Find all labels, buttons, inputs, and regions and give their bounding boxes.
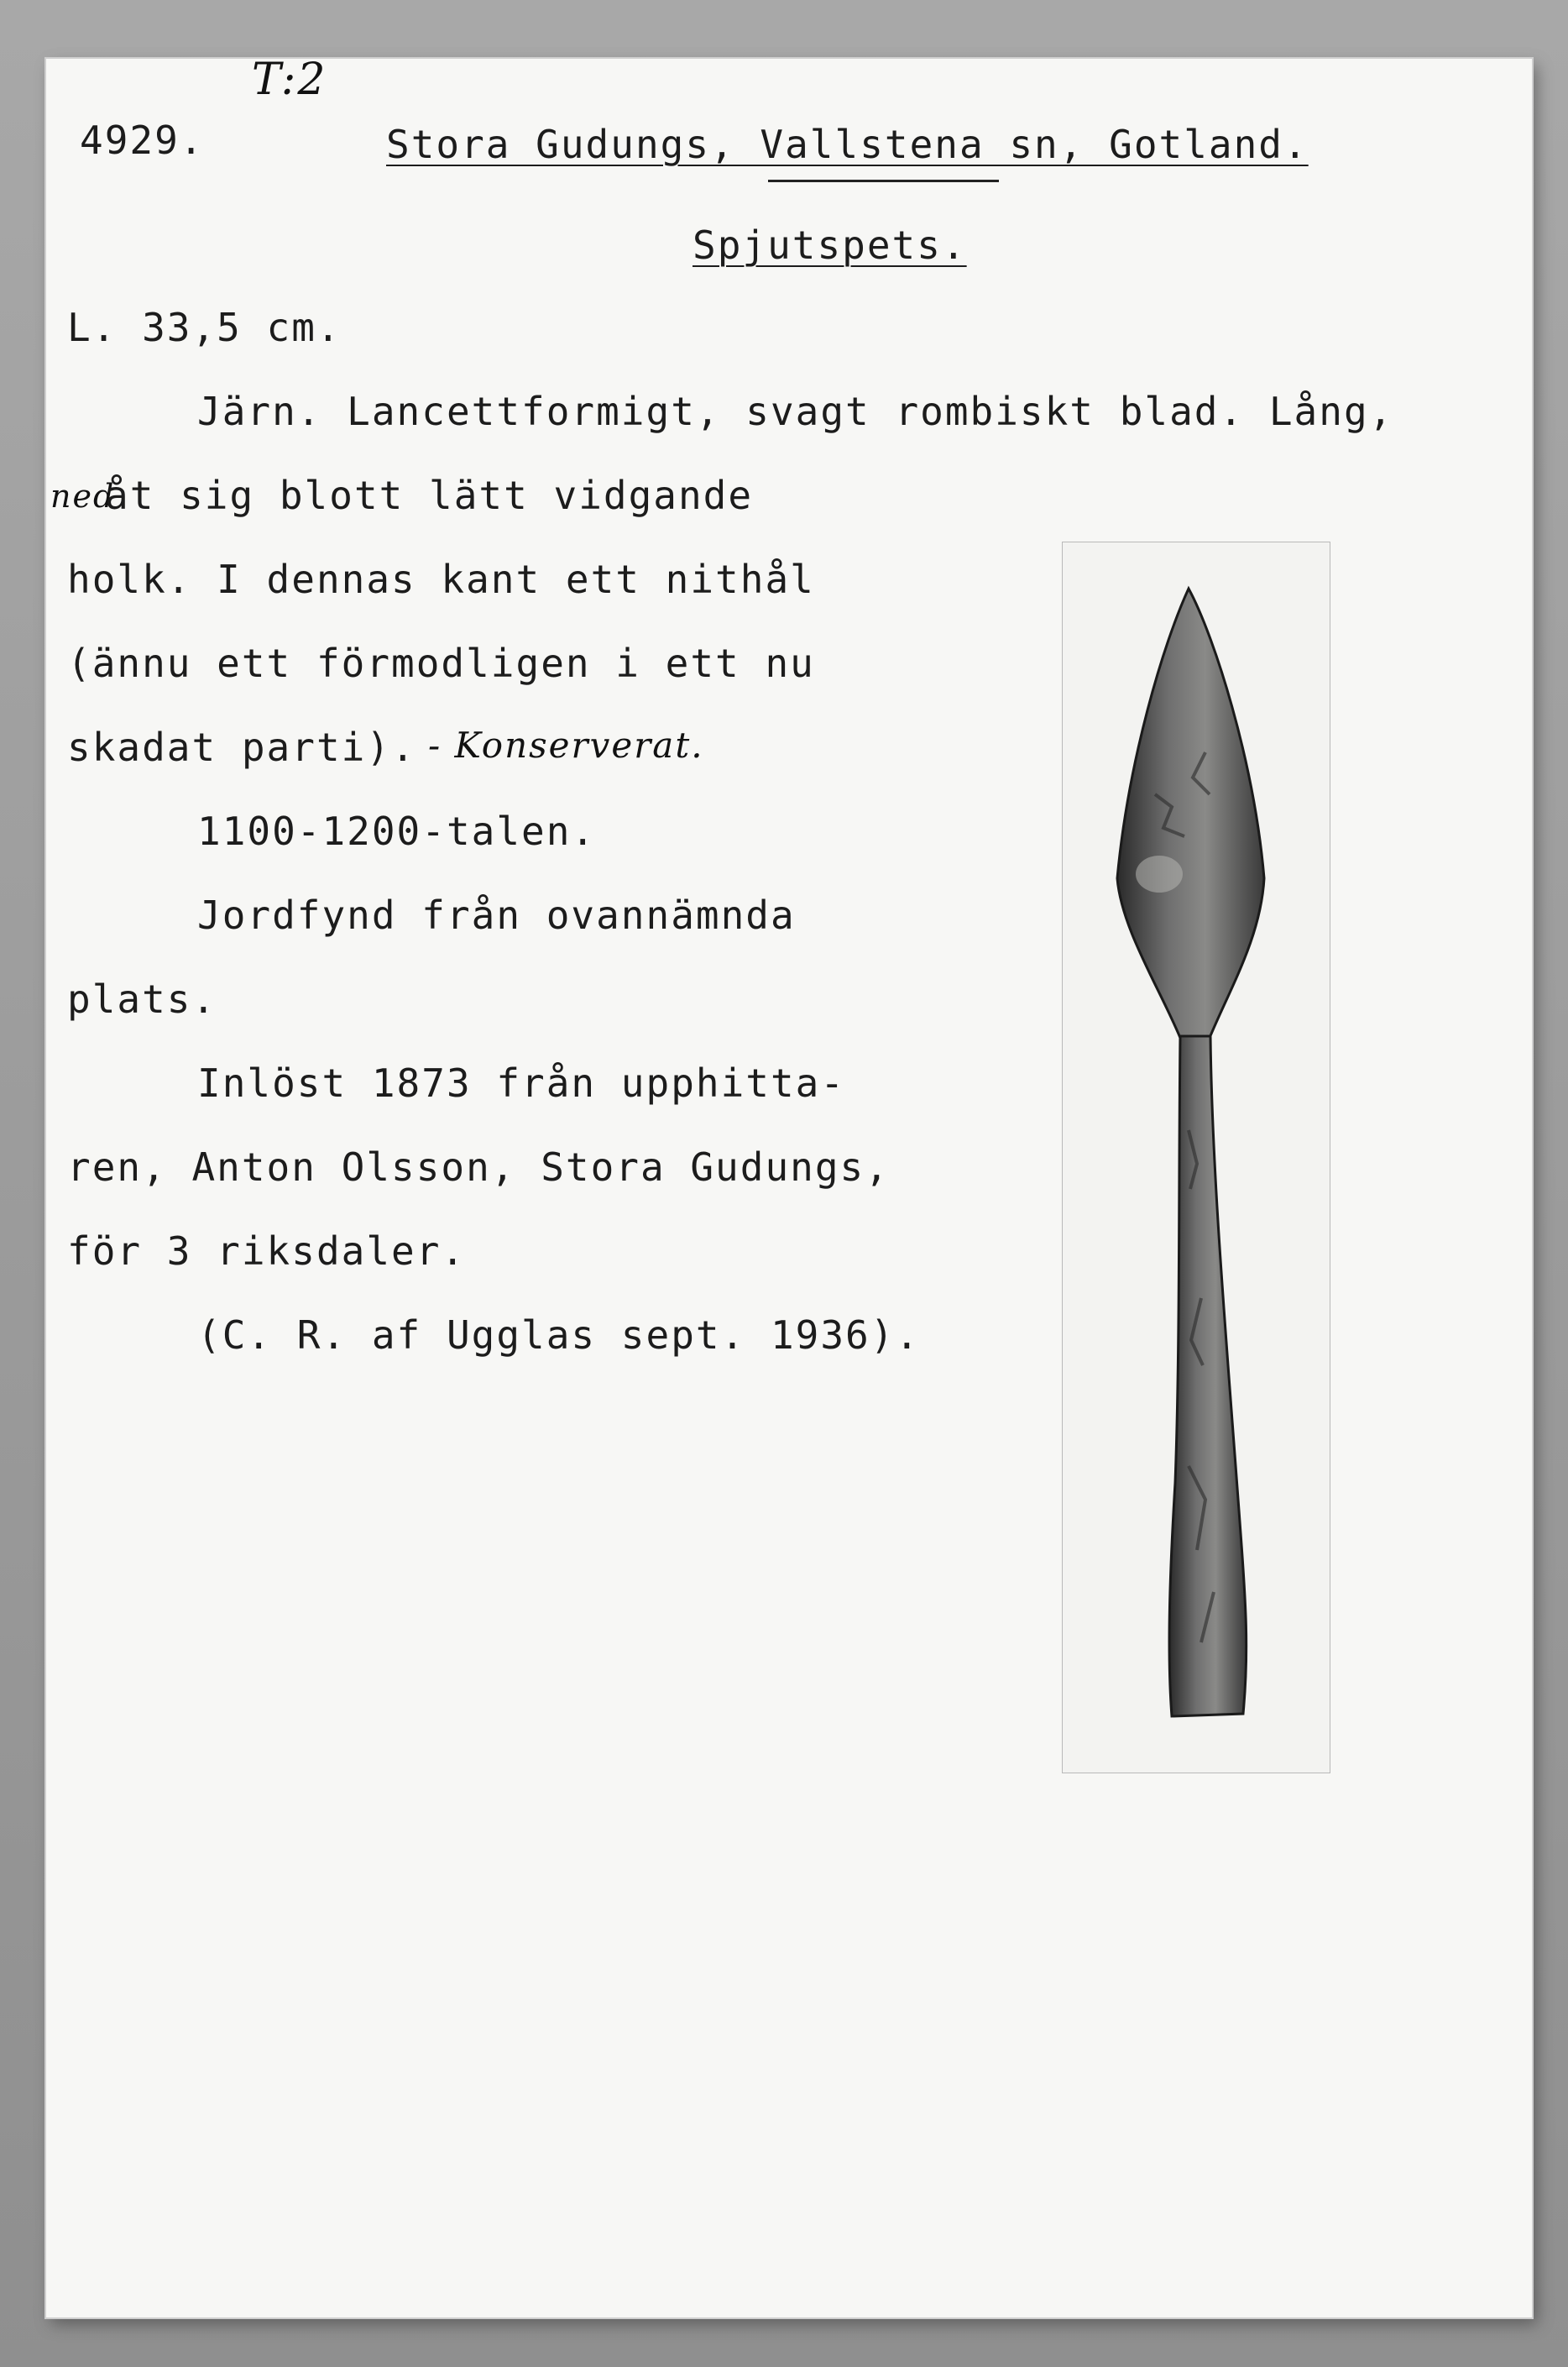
object-length: L. 33,5 cm.: [67, 305, 342, 350]
description-line-1: Järn. Lancettformigt, svagt rombiskt blad. Lång,: [197, 389, 1394, 434]
find-line-1: Jordfynd från ovannämnda: [197, 893, 796, 938]
description-line-5: skadat parti).: [67, 725, 416, 770]
handwritten-mark: T:2: [252, 55, 327, 105]
acquisition-line-3: för 3 riksdaler.: [67, 1228, 467, 1274]
spearhead-shape: [1117, 589, 1264, 1716]
header-rule: [768, 180, 999, 182]
find-location: Stora Gudungs, Vallstena sn, Gotland.: [386, 122, 1309, 167]
description-line-4: (ännu ett förmodligen i ett nu: [67, 641, 815, 686]
description-line-2: åt sig blott lätt vidgande: [105, 473, 754, 518]
acquisition-line-1: Inlöst 1873 från upphitta-: [197, 1060, 846, 1106]
spearhead-photo: [1062, 542, 1330, 1773]
spearhead-image: [1063, 542, 1330, 1773]
catalog-number: 4929.: [80, 118, 205, 163]
author-signature: (C. R. af Ugglas sept. 1936).: [197, 1312, 921, 1358]
catalog-card: [46, 55, 1532, 2317]
object-title: Spjutspets.: [693, 223, 967, 268]
dating: 1100-1200-talen.: [197, 809, 597, 854]
handwritten-insert: ned: [50, 478, 116, 515]
acquisition-line-2: ren, Anton Olsson, Stora Gudungs,: [67, 1144, 890, 1190]
description-line-3: holk. I dennas kant ett nithål: [67, 557, 815, 602]
handwritten-note: - Konserverat.: [428, 725, 704, 766]
find-line-2: plats.: [67, 977, 217, 1022]
